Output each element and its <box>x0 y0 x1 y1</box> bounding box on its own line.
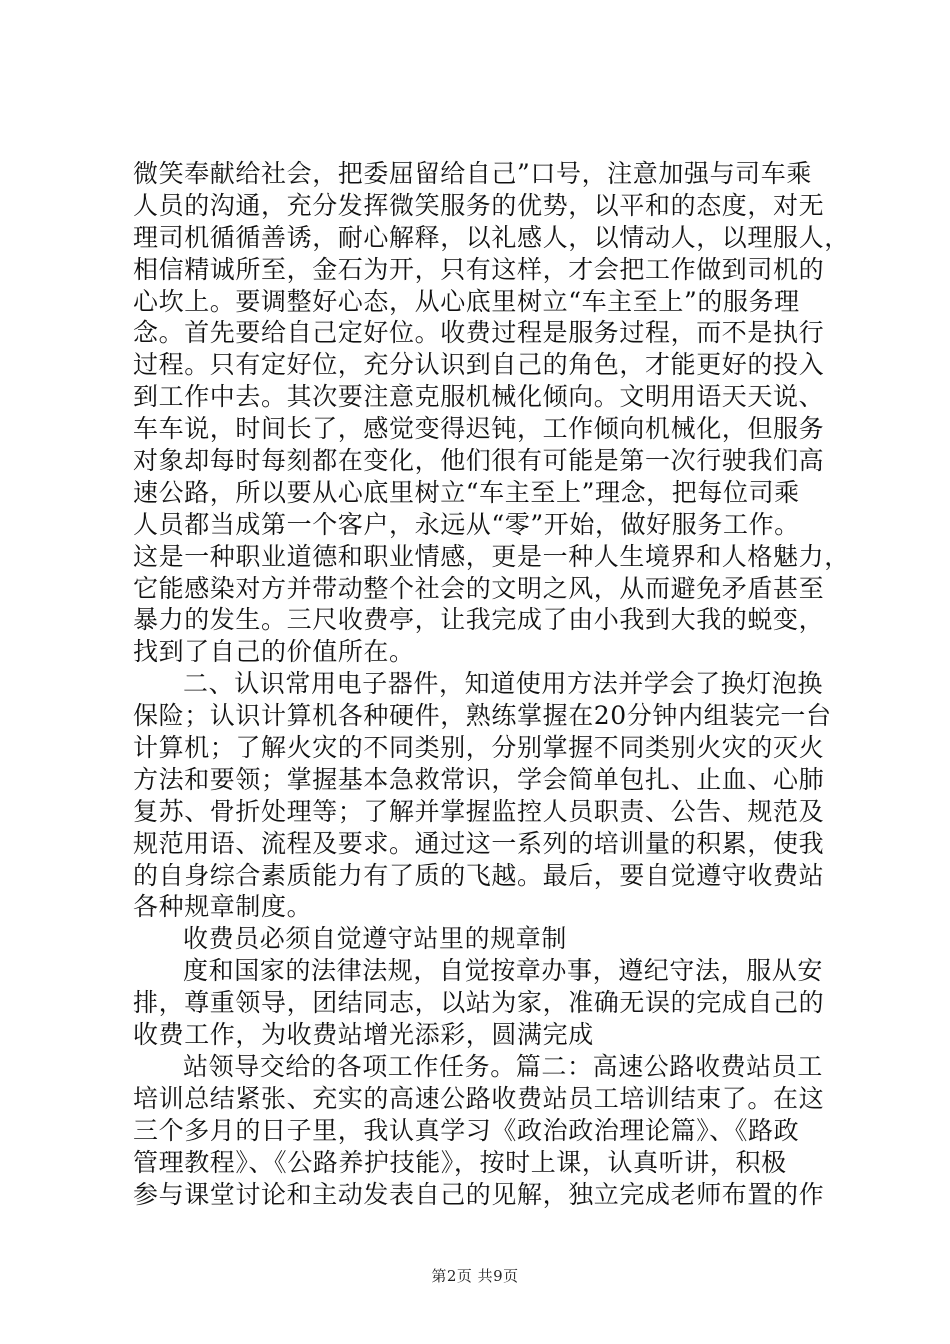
text-line: 度和国家的法律法规，自觉按章办事，遵纪守法，服从安 <box>183 956 824 986</box>
text-line: 速公路，所以要从心底里树立“车主至上”理念，把每位司乘 <box>133 477 800 507</box>
text-line: 暴力的发生。三尺收费亭，让我完成了由小我到大我的蜕变， <box>133 605 825 635</box>
text-line: 二、认识常用电子器件，知道使用方法并学会了换灯泡换 <box>183 669 824 699</box>
text-line: 心坎上。要调整好心态，从心底里树立“车主至上”的服务理 <box>133 286 800 316</box>
text-line: 这是一种职业道德和职业情感，更是一种人生境界和人格魅力， <box>133 541 850 571</box>
text-line: 到工作中去。其次要注意克服机械化倾向。文明用语天天说、 <box>133 382 825 412</box>
text-line: 理司机循循善诱，耐心解释，以礼感人，以情动人，以理服人， <box>133 222 850 252</box>
text-line: 念。首先要给自己定好位。收费过程是服务过程，而不是执行 <box>133 318 825 348</box>
text-line: 收费工作，为收费站增光添彩，圆满完成 <box>133 1020 594 1050</box>
body-text <box>133 158 850 1210</box>
text-line: 它能感染对方并带动整个社会的文明之风，从而避免矛盾甚至 <box>133 573 825 603</box>
text-line: 收费员必须自觉遵守站里的规章制 <box>183 924 568 954</box>
text-line: 过程。只有定好位，充分认识到自己的角色，才能更好的投入 <box>133 350 825 380</box>
text-line: 培训总结紧张、充实的高速公路收费站员工培训结束了。在这 <box>133 1083 825 1113</box>
text-line: 各种规章制度。 <box>133 892 313 922</box>
text-line: 计算机；了解火灾的不同类别，分别掌握不同类别火灾的灭火 <box>133 733 825 763</box>
text-line: 排，尊重领导，团结同志，以站为家，准确无误的完成自己的 <box>133 988 825 1018</box>
text-line: 车车说，时间长了，感觉变得迟钝，工作倾向机械化，但服务 <box>133 414 825 444</box>
text-line: 保险；认识计算机各种硬件，熟练掌握在20分钟内组装完一台 <box>133 701 832 731</box>
text-line: 的自身综合素质能力有了质的飞越。最后，要自觉遵守收费站 <box>133 860 825 890</box>
text-line: 微笑奉献给社会，把委屈留给自己”口号，注意加强与司车乘 <box>133 159 812 188</box>
text-line: 方法和要领；掌握基本急救常识，学会简单包扎、止血、心肺 <box>133 764 825 794</box>
text-line: 站领导交给的各项工作任务。篇二：高速公路收费站员工 <box>183 1051 824 1081</box>
text-line: 相信精诚所至，金石为开，只有这样，才会把工作做到司机的 <box>133 254 825 284</box>
text-line: 管理教程》、《公路养护技能》，按时上课，认真听讲，积极 <box>133 1147 787 1177</box>
text-line: 对象却每时每刻都在变化，他们很有可能是第一次行驶我们高 <box>133 446 825 476</box>
page-footer: 第2页 共9页 <box>431 1267 519 1285</box>
text-line: 三个多月的日子里，我认真学习《政治政治理论篇》、《路政 <box>133 1115 800 1145</box>
text-line: 人员都当成第一个客户，永远从“零”开始，做好服务工作。 <box>133 509 800 539</box>
text-line: 人员的沟通，充分发挥微笑服务的优势，以平和的态度，对无 <box>133 190 825 220</box>
text-line: 找到了自己的价值所在。 <box>133 637 415 667</box>
text-line: 规范用语、流程及要求。通过这一系列的培训量的积累，使我 <box>133 828 825 858</box>
text-line: 复苏、骨折处理等；了解并掌握监控人员职责、公告、规范及 <box>133 796 825 826</box>
text-line: 参与课堂讨论和主动发表自己的见解，独立完成老师布置的作 <box>133 1179 825 1209</box>
